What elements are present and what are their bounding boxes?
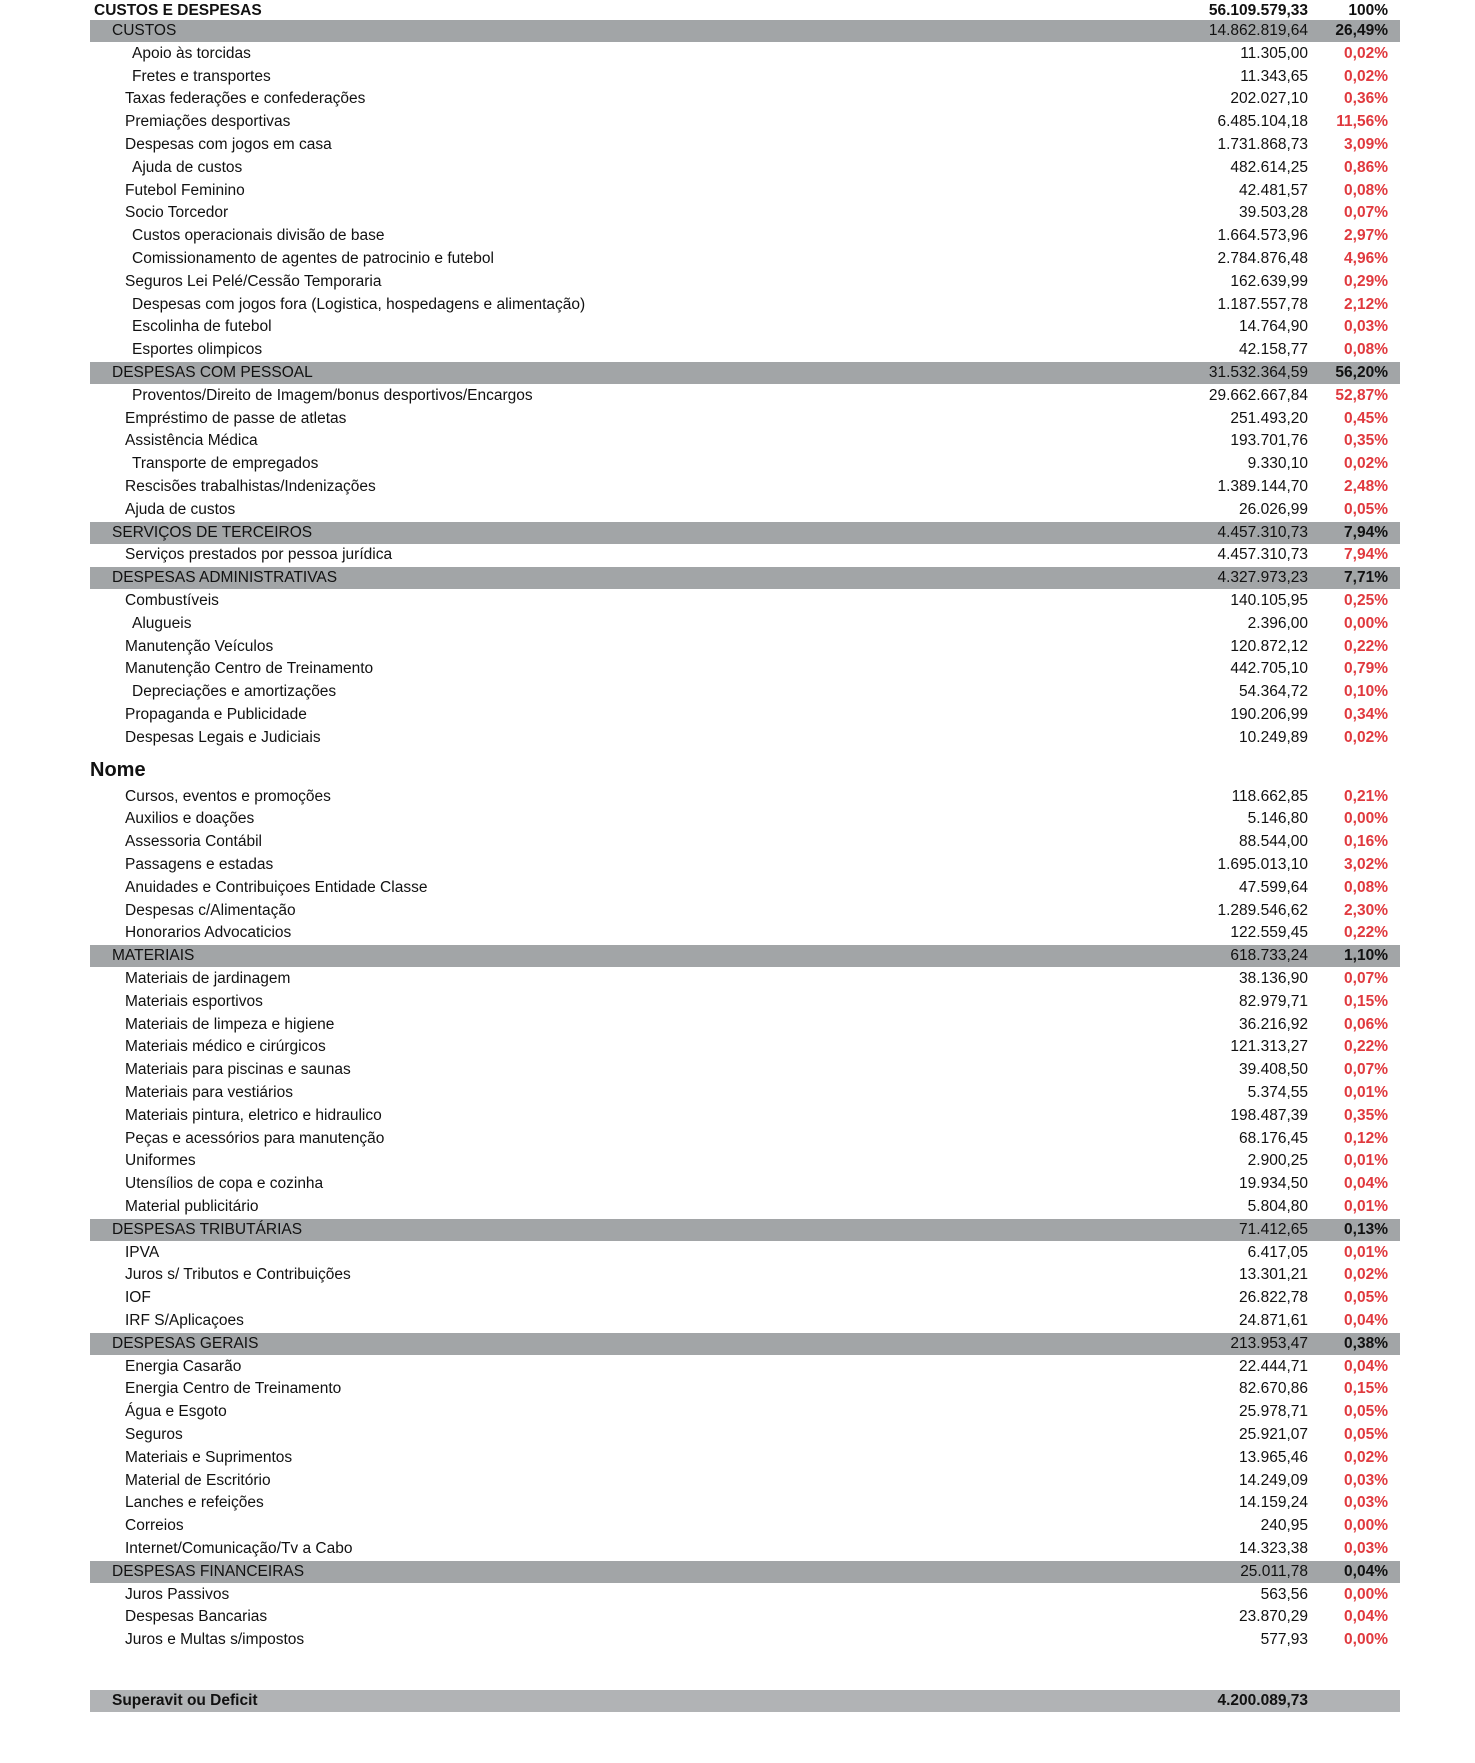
line-item bbox=[90, 271, 1400, 293]
line-item bbox=[90, 1538, 1400, 1560]
row-label: Honorarios Advocaticios bbox=[125, 924, 292, 942]
row-percentage: 0,15% bbox=[1344, 992, 1388, 1010]
row-percentage: 0,34% bbox=[1344, 706, 1388, 723]
row-label: Fretes e transportes bbox=[132, 67, 271, 85]
row-label: Assistência Médica bbox=[125, 432, 258, 450]
line-item bbox=[90, 88, 1400, 110]
row-amount: 2.784.876,48 bbox=[1217, 250, 1308, 267]
row-amount: 31.532.364,59 bbox=[1208, 364, 1308, 381]
row-percentage: 4,96% bbox=[1344, 250, 1388, 267]
row-label: Materiais médico e cirúrgicos bbox=[125, 1038, 326, 1056]
row-amount: 2.900,25 bbox=[1247, 1152, 1308, 1170]
row-amount: 36.216,92 bbox=[1239, 1015, 1308, 1033]
line-item bbox=[90, 294, 1400, 316]
line-item bbox=[90, 1629, 1400, 1651]
row-percentage: 0,79% bbox=[1344, 660, 1388, 678]
row-amount: 618.733,24 bbox=[1230, 947, 1308, 965]
row-amount: 6.485.104,18 bbox=[1217, 113, 1308, 131]
line-item bbox=[90, 180, 1400, 202]
row-label: Materiais esportivos bbox=[125, 992, 263, 1010]
row-label: Juros s/ Tributos e Contribuições bbox=[125, 1266, 351, 1284]
row-percentage: 0,06% bbox=[1344, 1015, 1388, 1033]
line-item bbox=[90, 1173, 1400, 1195]
row-percentage: 0,08% bbox=[1344, 341, 1388, 359]
row-label: Ajuda de custos bbox=[125, 500, 236, 518]
row-label: Despesas Legais e Judiciais bbox=[125, 728, 321, 746]
row-amount: 190.206,99 bbox=[1230, 706, 1308, 723]
line-item bbox=[90, 1584, 1400, 1606]
row-label: Manutenção Centro de Treinamento bbox=[125, 660, 374, 678]
row-amount: 1.731.868,73 bbox=[1217, 136, 1308, 153]
row-amount: 563,56 bbox=[1260, 1585, 1308, 1603]
row-percentage: 0,04% bbox=[1344, 1357, 1388, 1375]
row-percentage: 0,05% bbox=[1344, 1403, 1388, 1421]
row-percentage: 0,07% bbox=[1344, 1061, 1388, 1079]
row-label: Auxilios e doações bbox=[125, 810, 255, 828]
row-amount: 42.158,77 bbox=[1239, 341, 1308, 359]
row-percentage: 0,13% bbox=[1344, 1220, 1388, 1238]
row-amount: 71.412,65 bbox=[1239, 1220, 1308, 1238]
row-amount: 4.327.973,23 bbox=[1217, 569, 1308, 587]
row-percentage: 3,02% bbox=[1344, 856, 1388, 873]
row-amount: 26.822,78 bbox=[1239, 1289, 1308, 1307]
line-item bbox=[90, 1196, 1400, 1218]
row-percentage: 2,48% bbox=[1344, 478, 1388, 495]
row-amount: 118.662,85 bbox=[1231, 787, 1308, 805]
row-amount: 19.934,50 bbox=[1239, 1175, 1308, 1193]
line-item bbox=[90, 111, 1400, 133]
row-percentage: 0,07% bbox=[1344, 204, 1388, 222]
line-item bbox=[90, 43, 1400, 65]
section-header bbox=[90, 945, 1400, 967]
line-item bbox=[90, 1378, 1400, 1400]
row-amount: 24.871,61 bbox=[1239, 1312, 1308, 1329]
statement-title bbox=[90, 0, 1400, 22]
row-percentage: 7,71% bbox=[1344, 569, 1388, 587]
line-item bbox=[90, 476, 1400, 498]
section-header bbox=[90, 1561, 1400, 1583]
row-percentage: 2,12% bbox=[1344, 295, 1388, 313]
row-amount: 11.305,00 bbox=[1240, 44, 1308, 62]
row-label: Materiais pintura, eletrico e hidraulico bbox=[125, 1106, 382, 1124]
row-label: Premiações desportivas bbox=[125, 113, 291, 131]
row-percentage: 0,25% bbox=[1344, 592, 1388, 609]
row-amount: 442.705,10 bbox=[1230, 660, 1308, 678]
line-item bbox=[90, 1401, 1400, 1423]
row-percentage: 0,03% bbox=[1344, 1494, 1388, 1512]
row-label: Despesas com jogos fora (Logistica, hospedagens e alimentação) bbox=[132, 295, 586, 313]
line-item bbox=[90, 1287, 1400, 1309]
row-label: Juros e Multas s/impostos bbox=[125, 1631, 305, 1649]
row-label: DESPESAS GERAIS bbox=[112, 1334, 259, 1352]
row-label: Serviços prestados por pessoa jurídica bbox=[125, 546, 393, 564]
row-percentage: 0,03% bbox=[1344, 318, 1388, 336]
row-label: Uniformes bbox=[125, 1152, 196, 1170]
row-percentage: 7,94% bbox=[1344, 523, 1388, 541]
row-percentage: 0,08% bbox=[1344, 878, 1388, 896]
line-item bbox=[90, 1310, 1400, 1332]
line-item bbox=[90, 922, 1400, 944]
row-percentage: 1,10% bbox=[1344, 947, 1388, 965]
row-label: Material de Escritório bbox=[125, 1471, 271, 1489]
row-label: Taxas federações e confederações bbox=[125, 90, 366, 108]
row-amount: 88.544,00 bbox=[1239, 833, 1308, 851]
row-label: Despesas Bancarias bbox=[125, 1608, 268, 1626]
row-percentage: 0,02% bbox=[1344, 1448, 1388, 1466]
row-label: Combustíveis bbox=[125, 592, 219, 609]
row-percentage: 100% bbox=[1348, 2, 1388, 19]
row-label: Cursos, eventos e promoções bbox=[125, 787, 331, 805]
row-percentage: 52,87% bbox=[1335, 386, 1388, 404]
row-amount: 1.664.573,96 bbox=[1217, 227, 1308, 245]
row-percentage: 0,15% bbox=[1344, 1380, 1388, 1398]
line-item bbox=[90, 831, 1400, 853]
row-percentage: 0,00% bbox=[1344, 1517, 1388, 1535]
row-percentage: 0,02% bbox=[1344, 728, 1388, 746]
row-percentage: 0,35% bbox=[1344, 432, 1388, 450]
row-amount: 25.011,78 bbox=[1240, 1562, 1308, 1580]
row-amount: 162.639,99 bbox=[1230, 272, 1308, 290]
row-label: CUSTOS E DESPESAS bbox=[94, 2, 262, 19]
row-percentage: 0,03% bbox=[1344, 1471, 1388, 1489]
section-header bbox=[90, 567, 1400, 589]
row-amount: 39.503,28 bbox=[1239, 204, 1308, 222]
line-item bbox=[90, 1242, 1400, 1264]
row-amount: 9.330,10 bbox=[1247, 455, 1308, 473]
row-amount: 1.695.013,10 bbox=[1217, 856, 1308, 873]
row-label: Alugueis bbox=[132, 614, 192, 632]
row-label: Despesas com jogos em casa bbox=[125, 136, 332, 153]
row-label: Peças e acessórios para manutenção bbox=[125, 1129, 385, 1147]
row-label: IRF S/Aplicaçoes bbox=[125, 1312, 244, 1329]
row-percentage: 0,16% bbox=[1344, 833, 1388, 851]
row-amount: 5.804,80 bbox=[1247, 1198, 1308, 1215]
row-amount: 140.105,95 bbox=[1230, 592, 1308, 609]
row-amount: 198.487,39 bbox=[1230, 1106, 1308, 1124]
row-label: IOF bbox=[125, 1289, 151, 1307]
row-label: Lanches e refeições bbox=[125, 1494, 264, 1512]
line-item bbox=[90, 1105, 1400, 1127]
row-percentage: 0,00% bbox=[1344, 614, 1388, 632]
row-amount: 2.396,00 bbox=[1247, 614, 1308, 632]
line-item bbox=[90, 339, 1400, 361]
row-percentage: 0,38% bbox=[1344, 1334, 1388, 1352]
row-amount: 56.109.579,33 bbox=[1208, 2, 1308, 19]
row-amount: 1.389.144,70 bbox=[1217, 478, 1308, 495]
row-amount: 4.457.310,73 bbox=[1217, 523, 1308, 541]
row-label: Ajuda de custos bbox=[132, 158, 243, 176]
row-percentage: 0,36% bbox=[1344, 90, 1388, 108]
line-item bbox=[90, 1150, 1400, 1172]
row-amount: 5.374,55 bbox=[1247, 1084, 1308, 1101]
line-item bbox=[90, 1447, 1400, 1469]
row-amount: 14.249,09 bbox=[1239, 1471, 1308, 1489]
row-label: Despesas c/Alimentação bbox=[125, 901, 296, 919]
row-amount: 1.187.557,78 bbox=[1217, 295, 1308, 313]
row-percentage: 0,07% bbox=[1344, 970, 1388, 987]
row-amount: 42.481,57 bbox=[1239, 181, 1308, 199]
row-label: Materiais para vestiários bbox=[125, 1084, 293, 1101]
row-percentage: 7,94% bbox=[1344, 546, 1388, 564]
line-item bbox=[90, 248, 1400, 270]
row-amount: 54.364,72 bbox=[1239, 683, 1308, 701]
section-header bbox=[90, 362, 1400, 384]
row-label: Propaganda e Publicidade bbox=[125, 706, 307, 723]
row-amount: 82.979,71 bbox=[1239, 992, 1308, 1010]
line-item bbox=[90, 1424, 1400, 1446]
row-label: Energia Centro de Treinamento bbox=[125, 1380, 342, 1398]
row-label: DESPESAS FINANCEIRAS bbox=[112, 1562, 305, 1580]
row-label: DESPESAS TRIBUTÁRIAS bbox=[112, 1220, 303, 1238]
row-percentage: 0,05% bbox=[1344, 1289, 1388, 1307]
nome-heading: Nome bbox=[90, 758, 146, 781]
line-item bbox=[90, 225, 1400, 247]
line-item bbox=[90, 1128, 1400, 1150]
row-label: Superavit ou Deficit bbox=[112, 1692, 258, 1709]
line-item bbox=[90, 704, 1400, 726]
row-amount: 4.457.310,73 bbox=[1217, 546, 1308, 564]
row-label: Futebol Feminino bbox=[125, 181, 245, 199]
line-item bbox=[90, 1059, 1400, 1081]
row-percentage: 0,02% bbox=[1344, 1266, 1388, 1284]
row-label: Anuidades e Contribuiçoes Entidade Classe bbox=[125, 878, 428, 896]
row-amount: 11.343,65 bbox=[1240, 67, 1308, 85]
row-label: Custos operacionais divisão de base bbox=[132, 227, 385, 245]
row-amount: 13.301,21 bbox=[1239, 1266, 1308, 1284]
row-amount: 251.493,20 bbox=[1230, 409, 1308, 427]
row-percentage: 0,04% bbox=[1344, 1608, 1388, 1626]
line-item bbox=[90, 1470, 1400, 1492]
row-label: Socio Torcedor bbox=[125, 204, 229, 222]
row-percentage: 0,04% bbox=[1344, 1312, 1388, 1329]
section-header bbox=[90, 1333, 1400, 1355]
line-item bbox=[90, 1606, 1400, 1628]
row-label: Esportes olimpicos bbox=[132, 341, 263, 359]
row-amount: 26.026,99 bbox=[1239, 500, 1308, 518]
surplus-deficit-total bbox=[90, 1690, 1400, 1712]
row-percentage: 0,01% bbox=[1344, 1198, 1388, 1215]
row-amount: 47.599,64 bbox=[1239, 878, 1308, 896]
row-label: DESPESAS COM PESSOAL bbox=[112, 364, 313, 381]
row-percentage: 0,02% bbox=[1344, 67, 1388, 85]
row-percentage: 0,86% bbox=[1344, 158, 1388, 176]
row-label: Depreciações e amortizações bbox=[132, 683, 337, 701]
row-percentage: 0,21% bbox=[1344, 787, 1388, 805]
row-amount: 82.670,86 bbox=[1239, 1380, 1308, 1398]
row-amount: 213.953,47 bbox=[1230, 1334, 1308, 1352]
row-amount: 68.176,45 bbox=[1239, 1129, 1308, 1147]
row-label: Transporte de empregados bbox=[132, 455, 319, 473]
row-amount: 22.444,71 bbox=[1239, 1357, 1308, 1375]
row-percentage: 0,02% bbox=[1344, 455, 1388, 473]
row-percentage: 0,04% bbox=[1344, 1175, 1388, 1193]
line-item bbox=[90, 636, 1400, 658]
line-item bbox=[90, 991, 1400, 1013]
row-amount: 10.249,89 bbox=[1239, 728, 1308, 746]
row-amount: 25.921,07 bbox=[1239, 1426, 1308, 1443]
line-item bbox=[90, 408, 1400, 430]
row-percentage: 56,20% bbox=[1335, 364, 1388, 381]
line-item bbox=[90, 786, 1400, 808]
row-percentage: 0,08% bbox=[1344, 181, 1388, 199]
row-label: SERVIÇOS DE TERCEIROS bbox=[112, 523, 313, 541]
row-label: Materiais para piscinas e saunas bbox=[125, 1061, 351, 1079]
line-item bbox=[90, 134, 1400, 156]
section-header bbox=[90, 20, 1400, 42]
row-percentage: 0,45% bbox=[1344, 409, 1388, 427]
row-percentage: 0,12% bbox=[1344, 1129, 1388, 1147]
line-item bbox=[90, 590, 1400, 612]
row-percentage: 0,01% bbox=[1344, 1084, 1388, 1101]
line-item bbox=[90, 808, 1400, 830]
row-amount: 39.408,50 bbox=[1239, 1061, 1308, 1079]
row-amount: 1.289.546,62 bbox=[1217, 901, 1308, 919]
row-label: Passagens e estadas bbox=[125, 856, 274, 873]
row-percentage: 0,01% bbox=[1344, 1243, 1388, 1261]
row-amount: 25.978,71 bbox=[1239, 1403, 1308, 1421]
line-item bbox=[90, 499, 1400, 521]
row-label: Correios bbox=[125, 1517, 184, 1535]
row-label: Seguros bbox=[125, 1426, 183, 1443]
row-percentage: 0,04% bbox=[1344, 1562, 1388, 1580]
row-percentage: 0,35% bbox=[1344, 1106, 1388, 1124]
row-percentage: 0,00% bbox=[1344, 1585, 1388, 1603]
row-label: Proventos/Direito de Imagem/bonus desportivos/Encargos bbox=[132, 386, 533, 404]
row-percentage: 0,01% bbox=[1344, 1152, 1388, 1170]
row-amount: 122.559,45 bbox=[1230, 924, 1308, 942]
row-percentage: 3,09% bbox=[1344, 136, 1388, 153]
row-label: Apoio às torcidas bbox=[132, 44, 251, 62]
row-label: Empréstimo de passe de atletas bbox=[125, 409, 347, 427]
row-label: Rescisões trabalhistas/Indenizações bbox=[125, 478, 376, 495]
row-amount: 29.662.667,84 bbox=[1208, 386, 1308, 404]
row-amount: 14.862.819,64 bbox=[1208, 22, 1308, 39]
line-item bbox=[90, 1356, 1400, 1378]
line-item bbox=[90, 316, 1400, 338]
row-percentage: 0,22% bbox=[1344, 924, 1388, 942]
row-percentage: 0,22% bbox=[1344, 1038, 1388, 1056]
row-percentage: 0,05% bbox=[1344, 1426, 1388, 1443]
row-label: Manutenção Veículos bbox=[125, 637, 274, 655]
line-item bbox=[90, 1082, 1400, 1104]
row-label: Materiais e Suprimentos bbox=[125, 1448, 293, 1466]
line-item bbox=[90, 877, 1400, 899]
row-label: Energia Casarão bbox=[125, 1357, 242, 1375]
row-label: MATERIAIS bbox=[112, 947, 195, 965]
line-item bbox=[90, 1492, 1400, 1514]
row-amount: 14.764,90 bbox=[1239, 318, 1308, 336]
row-amount: 577,93 bbox=[1260, 1631, 1308, 1649]
row-percentage: 0,22% bbox=[1344, 637, 1388, 655]
line-item bbox=[90, 900, 1400, 922]
row-amount: 482.614,25 bbox=[1230, 158, 1308, 176]
line-item bbox=[90, 658, 1400, 680]
row-percentage: 26,49% bbox=[1335, 22, 1388, 39]
line-item bbox=[90, 66, 1400, 88]
row-label: Utensílios de copa e cozinha bbox=[125, 1175, 324, 1193]
row-percentage: 2,30% bbox=[1344, 901, 1388, 919]
line-item bbox=[90, 1036, 1400, 1058]
row-amount: 4.200.089,73 bbox=[1217, 1692, 1308, 1709]
line-item bbox=[90, 385, 1400, 407]
row-amount: 13.965,46 bbox=[1239, 1448, 1308, 1466]
row-amount: 202.027,10 bbox=[1230, 90, 1308, 108]
row-percentage: 0,10% bbox=[1344, 683, 1388, 701]
row-percentage: 0,05% bbox=[1344, 500, 1388, 518]
line-item bbox=[90, 968, 1400, 990]
line-item bbox=[90, 727, 1400, 749]
row-label: Assessoria Contábil bbox=[125, 833, 262, 851]
row-percentage: 0,29% bbox=[1344, 272, 1388, 290]
line-item bbox=[90, 613, 1400, 635]
row-label: Internet/Comunicação/Tv a Cabo bbox=[125, 1540, 353, 1557]
row-label: IPVA bbox=[125, 1243, 160, 1261]
line-item bbox=[90, 1264, 1400, 1286]
line-item bbox=[90, 1014, 1400, 1036]
row-amount: 14.323,38 bbox=[1239, 1540, 1308, 1557]
line-item bbox=[90, 681, 1400, 703]
row-label: Comissionamento de agentes de patrocinio e futebol bbox=[132, 250, 494, 267]
row-percentage: 0,03% bbox=[1344, 1540, 1388, 1557]
row-amount: 6.417,05 bbox=[1247, 1243, 1308, 1261]
line-item bbox=[90, 430, 1400, 452]
row-label: Materiais de jardinagem bbox=[125, 970, 291, 987]
row-label: Escolinha de futebol bbox=[132, 318, 272, 336]
row-amount: 38.136,90 bbox=[1239, 970, 1308, 987]
row-percentage: 0,00% bbox=[1344, 1631, 1388, 1649]
row-label: Água e Esgoto bbox=[125, 1403, 227, 1421]
row-label: Juros Passivos bbox=[125, 1585, 230, 1603]
row-label: CUSTOS bbox=[112, 22, 177, 39]
row-amount: 14.159,24 bbox=[1239, 1494, 1308, 1512]
line-item bbox=[90, 854, 1400, 876]
row-amount: 23.870,29 bbox=[1239, 1608, 1308, 1626]
row-percentage: 0,00% bbox=[1344, 810, 1388, 828]
row-amount: 193.701,76 bbox=[1230, 432, 1308, 450]
row-amount: 121.313,27 bbox=[1230, 1038, 1308, 1056]
section-header bbox=[90, 1219, 1400, 1241]
row-label: Material publicitário bbox=[125, 1198, 259, 1215]
row-label: Seguros Lei Pelé/Cessão Temporaria bbox=[125, 272, 382, 290]
line-item bbox=[90, 1515, 1400, 1537]
line-item bbox=[90, 453, 1400, 475]
row-amount: 5.146,80 bbox=[1247, 810, 1308, 828]
row-label: Materiais de limpeza e higiene bbox=[125, 1015, 335, 1033]
row-amount: 120.872,12 bbox=[1230, 637, 1308, 655]
row-label: DESPESAS ADMINISTRATIVAS bbox=[112, 569, 338, 587]
row-percentage: 2,97% bbox=[1344, 227, 1388, 245]
row-amount: 240,95 bbox=[1260, 1517, 1308, 1535]
line-item bbox=[90, 544, 1400, 566]
line-item bbox=[90, 202, 1400, 224]
row-percentage: 11,56% bbox=[1336, 113, 1388, 131]
row-percentage: 0,02% bbox=[1344, 44, 1388, 62]
line-item bbox=[90, 157, 1400, 179]
section-header bbox=[90, 522, 1400, 544]
